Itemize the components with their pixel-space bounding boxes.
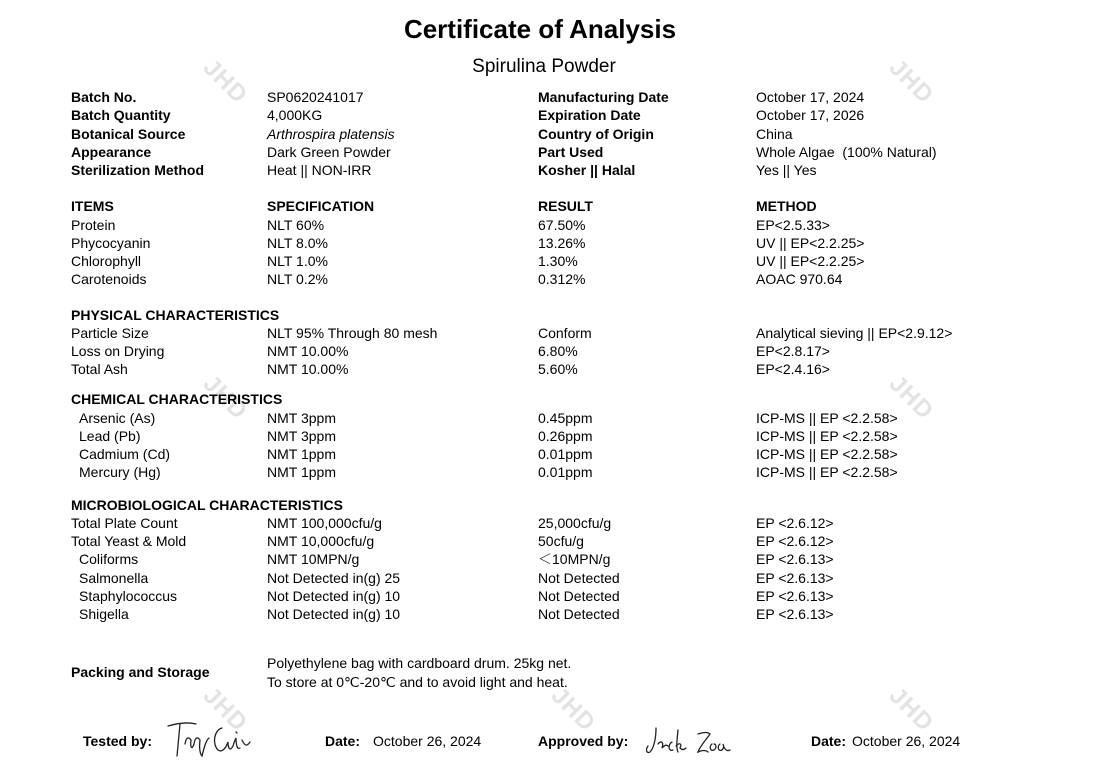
test-result: 0.01ppm <box>538 446 593 462</box>
test-result: 0.01ppm <box>538 464 593 480</box>
info-row <box>0 88 1102 106</box>
test-result: 67.50% <box>538 217 586 233</box>
table-row <box>0 234 1102 252</box>
test-specification: NMT 10.00% <box>267 361 349 377</box>
test-specification: NLT 8.0% <box>267 235 328 251</box>
approved-by-signature <box>642 722 734 760</box>
watermark: JHD <box>545 682 601 738</box>
physical-characteristics-heading: PHYSICAL CHARACTERISTICS <box>71 307 280 323</box>
test-specification: Not Detected in(g) 10 <box>267 588 401 604</box>
table-row <box>0 360 1102 378</box>
table-row <box>0 409 1102 427</box>
test-item: Carotenoids <box>71 271 147 287</box>
test-result: Not Detected <box>538 606 620 622</box>
test-specification: NLT 95% Through 80 mesh <box>267 325 438 341</box>
batch-no-value: SP0620241017 <box>267 89 364 105</box>
kosher-halal-label: Kosher || Halal <box>538 162 636 178</box>
test-item: Staphylococcus <box>79 588 178 604</box>
test-result: ＜10MPN/g <box>538 551 611 567</box>
info-row <box>0 106 1102 124</box>
test-item: Particle Size <box>71 325 149 341</box>
test-specification: NMT 3ppm <box>267 428 336 444</box>
test-item: Total Yeast & Mold <box>71 533 187 549</box>
test-specification: NMT 1ppm <box>267 446 336 462</box>
watermark: JHD <box>197 54 253 110</box>
table-row <box>0 445 1102 463</box>
test-item: Phycocyanin <box>71 235 151 251</box>
test-result: 25,000cfu/g <box>538 515 612 531</box>
test-result: 6.80% <box>538 343 578 359</box>
test-specification: Not Detected in(g) 10 <box>267 606 401 622</box>
info-row <box>0 143 1102 161</box>
test-result: Not Detected <box>538 588 620 604</box>
part-used-value: Whole Algae (100% Natural) <box>756 144 937 160</box>
test-item: Arsenic (As) <box>79 410 156 426</box>
table-row <box>0 587 1102 605</box>
tested-date: October 26, 2024 <box>373 733 482 749</box>
country-of-origin-value: China <box>756 126 793 142</box>
test-result: 1.30% <box>538 253 578 269</box>
botanical-source-label: Botanical Source <box>71 126 186 142</box>
test-item: Protein <box>71 217 116 233</box>
test-item: Total Plate Count <box>71 515 178 531</box>
test-specification: NMT 1ppm <box>267 464 336 480</box>
info-row <box>0 125 1102 143</box>
test-result: 5.60% <box>538 361 578 377</box>
test-item: Chlorophyll <box>71 253 142 269</box>
sterilization-method-label: Sterilization Method <box>71 162 204 178</box>
manufacturing-date-value: October 17, 2024 <box>756 89 865 105</box>
table-row <box>0 514 1102 532</box>
expiration-date-label: Expiration Date <box>538 107 641 123</box>
approved-date: October 26, 2024 <box>852 733 961 749</box>
test-specification: NLT 1.0% <box>267 253 328 269</box>
test-method: EP<2.8.17> <box>756 343 830 359</box>
test-method: EP <2.6.12> <box>756 515 834 531</box>
test-method: EP <2.6.12> <box>756 533 834 549</box>
section-heading <box>0 306 1102 324</box>
test-result: Not Detected <box>538 570 620 586</box>
test-method: EP <2.6.13> <box>756 606 834 622</box>
packing-line: Polyethylene bag with cardboard drum. 25kg net. <box>267 655 572 671</box>
section-heading <box>0 390 1102 408</box>
test-method: ICP-MS || EP <2.2.58> <box>756 446 898 462</box>
test-method: EP <2.6.13> <box>756 551 834 567</box>
test-specification: NMT 100,000cfu/g <box>267 515 382 531</box>
test-item: Coliforms <box>79 551 139 567</box>
watermark: JHD <box>883 682 939 738</box>
test-method: ICP-MS || EP <2.2.58> <box>756 410 898 426</box>
test-specification: NLT 0.2% <box>267 271 328 287</box>
test-method: EP <2.6.13> <box>756 588 834 604</box>
test-item: Lead (Pb) <box>79 428 141 444</box>
packing-storage-label: Packing and Storage <box>71 664 210 680</box>
test-result: Conform <box>538 325 592 341</box>
test-result: 0.45ppm <box>538 410 593 426</box>
batch-no-label: Batch No. <box>71 89 137 105</box>
test-method: EP <2.6.13> <box>756 570 834 586</box>
test-result: 0.312% <box>538 271 586 287</box>
appearance-value: Dark Green Powder <box>267 144 391 160</box>
test-specification: NLT 60% <box>267 217 325 233</box>
specification-header: SPECIFICATION <box>267 198 375 214</box>
part-used-label: Part Used <box>538 144 604 160</box>
test-item: Shigella <box>79 606 129 622</box>
test-method: Analytical sieving || EP<2.9.12> <box>756 325 953 341</box>
table-row <box>0 605 1102 623</box>
test-method: ICP-MS || EP <2.2.58> <box>756 464 898 480</box>
approved-date-label: Date: <box>811 733 847 749</box>
manufacturing-date-label: Manufacturing Date <box>538 89 669 105</box>
batch-quantity-label: Batch Quantity <box>71 107 171 123</box>
section-heading <box>0 496 1102 514</box>
watermark: JHD <box>197 370 253 426</box>
table-row <box>0 342 1102 360</box>
storage-line: To store at 0℃-20℃ and to avoid light and heat. <box>267 674 568 690</box>
chemical-characteristics-heading: CHEMICAL CHARACTERISTICS <box>71 391 283 407</box>
table-row <box>0 324 1102 342</box>
tested-by-signature <box>164 718 256 760</box>
appearance-label: Appearance <box>71 144 152 160</box>
watermark: JHD <box>197 682 253 738</box>
test-item: Total Ash <box>71 361 128 377</box>
test-item: Loss on Drying <box>71 343 165 359</box>
test-specification: NMT 10MPN/g <box>267 551 360 567</box>
table-row <box>0 427 1102 445</box>
country-of-origin-label: Country of Origin <box>538 126 654 142</box>
table-row <box>0 569 1102 587</box>
sterilization-method-value: Heat || NON-IRR <box>267 162 372 178</box>
product-name: Spirulina Powder <box>472 56 616 77</box>
test-specification: NMT 3ppm <box>267 410 336 426</box>
table-row <box>0 550 1102 568</box>
table-row <box>0 532 1102 550</box>
test-result: 13.26% <box>538 235 586 251</box>
approved-by-label: Approved by: <box>538 733 629 749</box>
test-method: UV || EP<2.2.25> <box>756 253 865 269</box>
test-item: Cadmium (Cd) <box>79 446 171 462</box>
test-specification: Not Detected in(g) 25 <box>267 570 401 586</box>
test-method: UV || EP<2.2.25> <box>756 235 865 251</box>
test-method: AOAC 970.64 <box>756 271 843 287</box>
test-method: EP<2.4.16> <box>756 361 830 377</box>
table-header <box>0 197 1102 215</box>
test-item: Mercury (Hg) <box>79 464 161 480</box>
batch-quantity-value: 4,000KG <box>267 107 323 123</box>
tested-by-label: Tested by: <box>83 733 152 749</box>
test-method: ICP-MS || EP <2.2.58> <box>756 428 898 444</box>
table-row <box>0 216 1102 234</box>
items-header: ITEMS <box>71 198 114 214</box>
info-row <box>0 161 1102 179</box>
expiration-date-value: October 17, 2026 <box>756 107 865 123</box>
result-header: RESULT <box>538 198 593 214</box>
watermark: JHD <box>883 54 939 110</box>
tested-date-label: Date: <box>325 733 361 749</box>
table-row <box>0 252 1102 270</box>
botanical-source-value: Arthrospira platensis <box>267 126 395 142</box>
test-result: 50cfu/g <box>538 533 584 549</box>
test-method: EP<2.5.33> <box>756 217 830 233</box>
watermark: JHD <box>883 370 939 426</box>
test-result: 0.26ppm <box>538 428 593 444</box>
document-title: Certificate of Analysis <box>403 14 677 44</box>
table-row <box>0 270 1102 288</box>
microbiological-characteristics-heading: MICROBIOLOGICAL CHARACTERISTICS <box>71 497 343 513</box>
test-item: Salmonella <box>79 570 149 586</box>
test-specification: NMT 10,000cfu/g <box>267 533 375 549</box>
test-specification: NMT 10.00% <box>267 343 349 359</box>
table-row <box>0 463 1102 481</box>
kosher-halal-value: Yes || Yes <box>756 162 817 178</box>
method-header: METHOD <box>756 198 817 214</box>
